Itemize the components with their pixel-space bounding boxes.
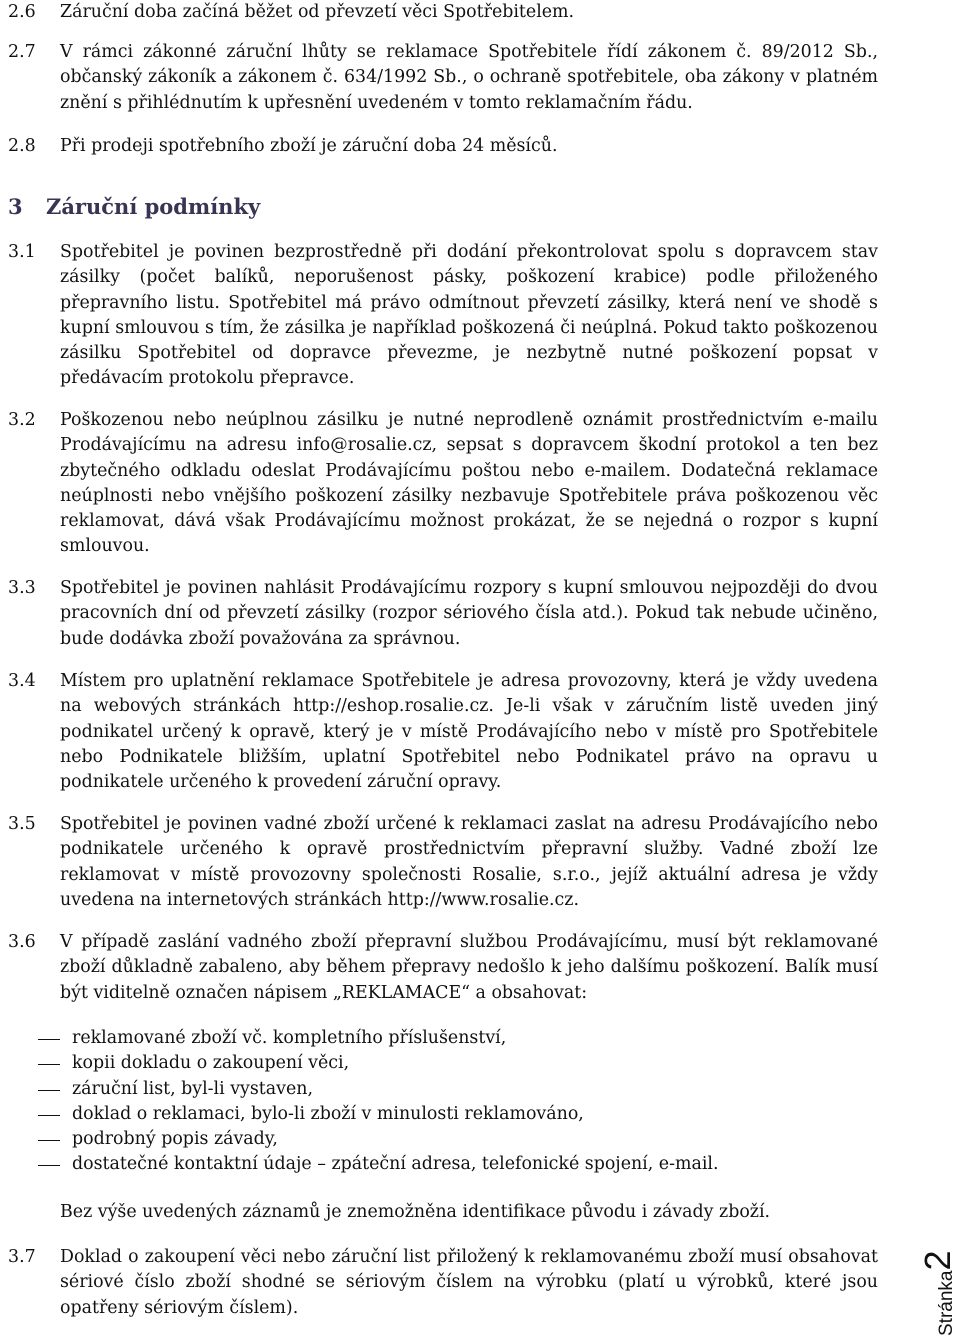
note-paragraph: Bez výše uvedených záznamů je znemožněna identifikace původu i závady zboží. [60, 1202, 771, 1222]
clause-number: 2.8 [8, 136, 36, 156]
clause-text: V rámci zákonné záruční lhůty se reklamace Spotřebitele řídí zákonem č. 89/2012 Sb., občanský zákoník a zákonem č. 634/1992 Sb., o ochraně spotřebitele, oba zákony v platném znění s přihlédnutím k upřesnění uvedeném v tomto reklamačním řádu. [60, 42, 878, 113]
clause-text: Spotřebitel je povinen vadné zboží určené k reklamaci zaslat na adresu Prodávajícího nebo podnikatele určeného k opravě prostřednictvím přepravní služby. Vadné zboží lze reklamovat v místě provozovny společnosti Rosalie, s.r.o., jejíž aktuální adresa je vždy uvedena na internetových stránkách http://www.rosalie.cz. [60, 814, 878, 910]
page-label: Stránka [936, 1270, 957, 1336]
page-footer [918, 1240, 960, 1336]
dash-bullet [38, 1064, 60, 1065]
clause-2-6 [8, 0, 878, 25]
section-heading [8, 194, 260, 219]
list-item: záruční list, byl-li vystaven, [38, 1077, 878, 1102]
clause-text: Záruční doba začíná běžet od převzetí věci Spotřebitelem. [60, 2, 575, 22]
clause-number: 2.7 [8, 42, 36, 62]
clause-number: 3.3 [8, 578, 36, 598]
list-item: doklad o reklamaci, bylo-li zboží v minulosti reklamováno, [38, 1102, 878, 1127]
clause-text: Místem pro uplatnění reklamace Spotřebitele je adresa provozovny, která je vždy uvedena na webových stránkách http://eshop.rosalie.cz. Je-li však v záručním listě uveden jiný podnikatel určený k opravě, který je v místě Prodávajícího nebo v místě pro Spotřebitele nebo Podnikatele bližším, uplatní Spotřebitel nebo Podnikatel právo na opravu u podnikatele určeného k provedení záruční opravy. [60, 671, 878, 793]
clause-3-1 [8, 240, 878, 392]
list-item: dostatečné kontaktní údaje – zpáteční adresa, telefonické spojení, e-mail. [38, 1152, 878, 1177]
section-number: 3 [8, 194, 23, 219]
clause-2-8 [8, 134, 878, 159]
dash-bullet [38, 1165, 60, 1166]
clause-3-7 [8, 1245, 878, 1321]
clause-number: 3.6 [8, 932, 36, 952]
clause-text: Doklad o zakoupení věci nebo záruční list přiložený k reklamovanému zboží musí obsahovat sériové číslo zboží shodné se sériovým číslem na výrobku (platí u výrobků, které jsou opatřeny sériovým číslem). [60, 1247, 878, 1318]
clause-3-5 [8, 812, 878, 913]
dash-bullet [38, 1115, 60, 1116]
clause-number: 3.5 [8, 814, 36, 834]
clause-3-6 [8, 930, 878, 1006]
clause-3-4 [8, 669, 878, 795]
clause-text: Spotřebitel je povinen nahlásit Prodávajícímu rozpory s kupní smlouvou nejpozději do dvou pracovních dní od převzetí zásilky (rozpor sériového čísla atd.). Pokud tak nebude učiněno, bude dodávka zboží považována za správnou. [60, 578, 878, 649]
list-item: reklamované zboží vč. kompletního příslušenství, [38, 1026, 878, 1051]
clause-2-7 [8, 40, 878, 116]
clause-number: 2.6 [8, 2, 36, 22]
list-item: kopii dokladu o zakoupení věci, [38, 1051, 878, 1076]
package-contents-list [38, 1026, 878, 1178]
clause-3-2 [8, 408, 878, 560]
clause-text: V případě zaslání vadného zboží přepravní službou Prodávajícímu, musí být reklamované zboží důkladně zabaleno, aby během přepravy nedošlo k jeho dalšímu poškození. Balík musí být viditelně označen nápisem „REKLAMACE“ a obsahovat: [60, 932, 878, 1003]
clause-number: 3.7 [8, 1247, 36, 1267]
clause-text: Spotřebitel je povinen bezprostředně při dodání překontrolovat spolu s dopravcem stav zásilky (počet balíků, neporušenost pásky, poškození krabice) podle přiloženého přepravního listu. Spotřebitel má právo odmítnout převzetí zásilky, která není ve shodě s kupní smlouvou s tím, že zásilka je například poškozená či neúplná. Pokud takto poškozenou zásilku Spotřebitel od dopravce převezme, je nezbytně nutné poškození popsat v předávacím protokolu přepravce. [60, 242, 878, 389]
dash-bullet [38, 1090, 60, 1091]
clause-number: 3.2 [8, 410, 36, 430]
clause-number: 3.1 [8, 242, 36, 262]
section-title: Záruční podmínky [46, 194, 261, 219]
dash-bullet [38, 1039, 60, 1040]
list-item: podrobný popis závady, [38, 1127, 878, 1152]
page-number: 2 [917, 1250, 958, 1271]
dash-bullet [38, 1140, 60, 1141]
clause-number: 3.4 [8, 671, 36, 691]
clause-text: Při prodeji spotřebního zboží je záruční doba 24 měsíců. [60, 136, 558, 156]
clause-text: Poškozenou nebo neúplnou zásilku je nutné neprodleně oznámit prostřednictvím e-mailu Prodávajícímu na adresu info@rosalie.cz, sepsat s dopravcem škodní protokol a ten bez zbytečného odkladu odeslat Prodávajícímu poštou nebo e-mailem. Dodatečná reklamace neúplnosti nebo vnějšího poškození zásilky nezbavuje Spotřebitele práva poškozenou věc reklamovat, dává však Prodávajícímu možnost prokázat, že se nejedná o rozpor s kupní smlouvou. [60, 410, 878, 557]
clause-3-3 [8, 576, 878, 652]
